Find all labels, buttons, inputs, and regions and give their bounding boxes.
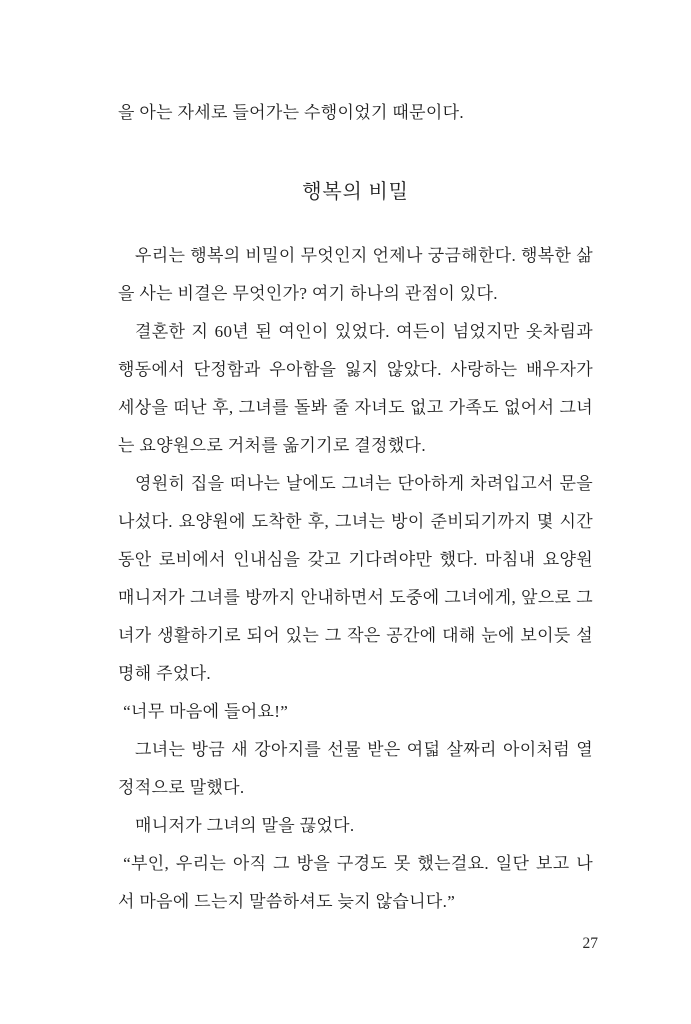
text-line: “너무 마음에 들어요!” bbox=[123, 702, 289, 721]
text-line: 매니저가 그녀를 방까지 안내하면서 도중에 그녀에게, 앞으로 그 bbox=[118, 588, 593, 607]
text-line: 정적으로 말했다. bbox=[118, 778, 245, 797]
text-line: 을 아는 자세로 들어가는 수행이었기 때문이다. bbox=[118, 103, 465, 122]
text-line: 결혼한 지 60년 된 여인이 있었다. 여든이 넘었지만 옷차림과 bbox=[135, 322, 593, 341]
paragraph bbox=[118, 313, 593, 465]
paragraph bbox=[118, 237, 593, 313]
text-line: 행동에서 단정함과 우아함을 잃지 않았다. 사랑하는 배우자가 bbox=[118, 360, 593, 379]
paragraph bbox=[118, 731, 593, 807]
text-line: “부인, 우리는 아직 그 방을 구경도 못 했는걸요. 일단 보고 나 bbox=[123, 854, 593, 873]
text-line: 동안 로비에서 인내심을 갖고 기다려야만 했다. 마침내 요양원 bbox=[118, 550, 593, 569]
text-column bbox=[118, 94, 593, 921]
paragraph bbox=[118, 845, 593, 921]
text-line: 명해 주었다. bbox=[118, 664, 211, 683]
text-line: 는 요양원으로 거처를 옮기기로 결정했다. bbox=[118, 436, 426, 455]
text-line: 을 사는 비결은 무엇인가? 여기 하나의 관점이 있다. bbox=[118, 284, 498, 303]
page-number: 27 bbox=[582, 935, 598, 952]
text-line: 서 마음에 드는지 말씀하셔도 늦지 않습니다.” bbox=[118, 892, 456, 911]
text-line: 녀가 생활하기로 되어 있는 그 작은 공간에 대해 눈에 보이듯 설 bbox=[118, 626, 593, 645]
text-line: 나섰다. 요양원에 도착한 후, 그녀는 방이 준비되기까지 몇 시간 bbox=[118, 512, 593, 531]
text-line: 그녀는 방금 새 강아지를 선물 받은 여덟 살짜리 아이처럼 열 bbox=[135, 740, 593, 759]
text-line: 영원히 집을 떠나는 날에도 그녀는 단아하게 차려입고서 문을 bbox=[135, 474, 593, 493]
paragraph bbox=[118, 693, 593, 731]
section-heading: 행복의 비밀 bbox=[302, 181, 409, 203]
paragraph bbox=[118, 465, 593, 693]
text-line: 매니저가 그녀의 말을 끊었다. bbox=[135, 816, 355, 835]
text-line: 세상을 떠난 후, 그녀를 돌봐 줄 자녀도 없고 가족도 없어서 그녀 bbox=[118, 398, 593, 417]
paragraph bbox=[118, 807, 593, 845]
text-line: 우리는 행복의 비밀이 무엇인지 언제나 궁금해한다. 행복한 삶 bbox=[135, 246, 593, 265]
